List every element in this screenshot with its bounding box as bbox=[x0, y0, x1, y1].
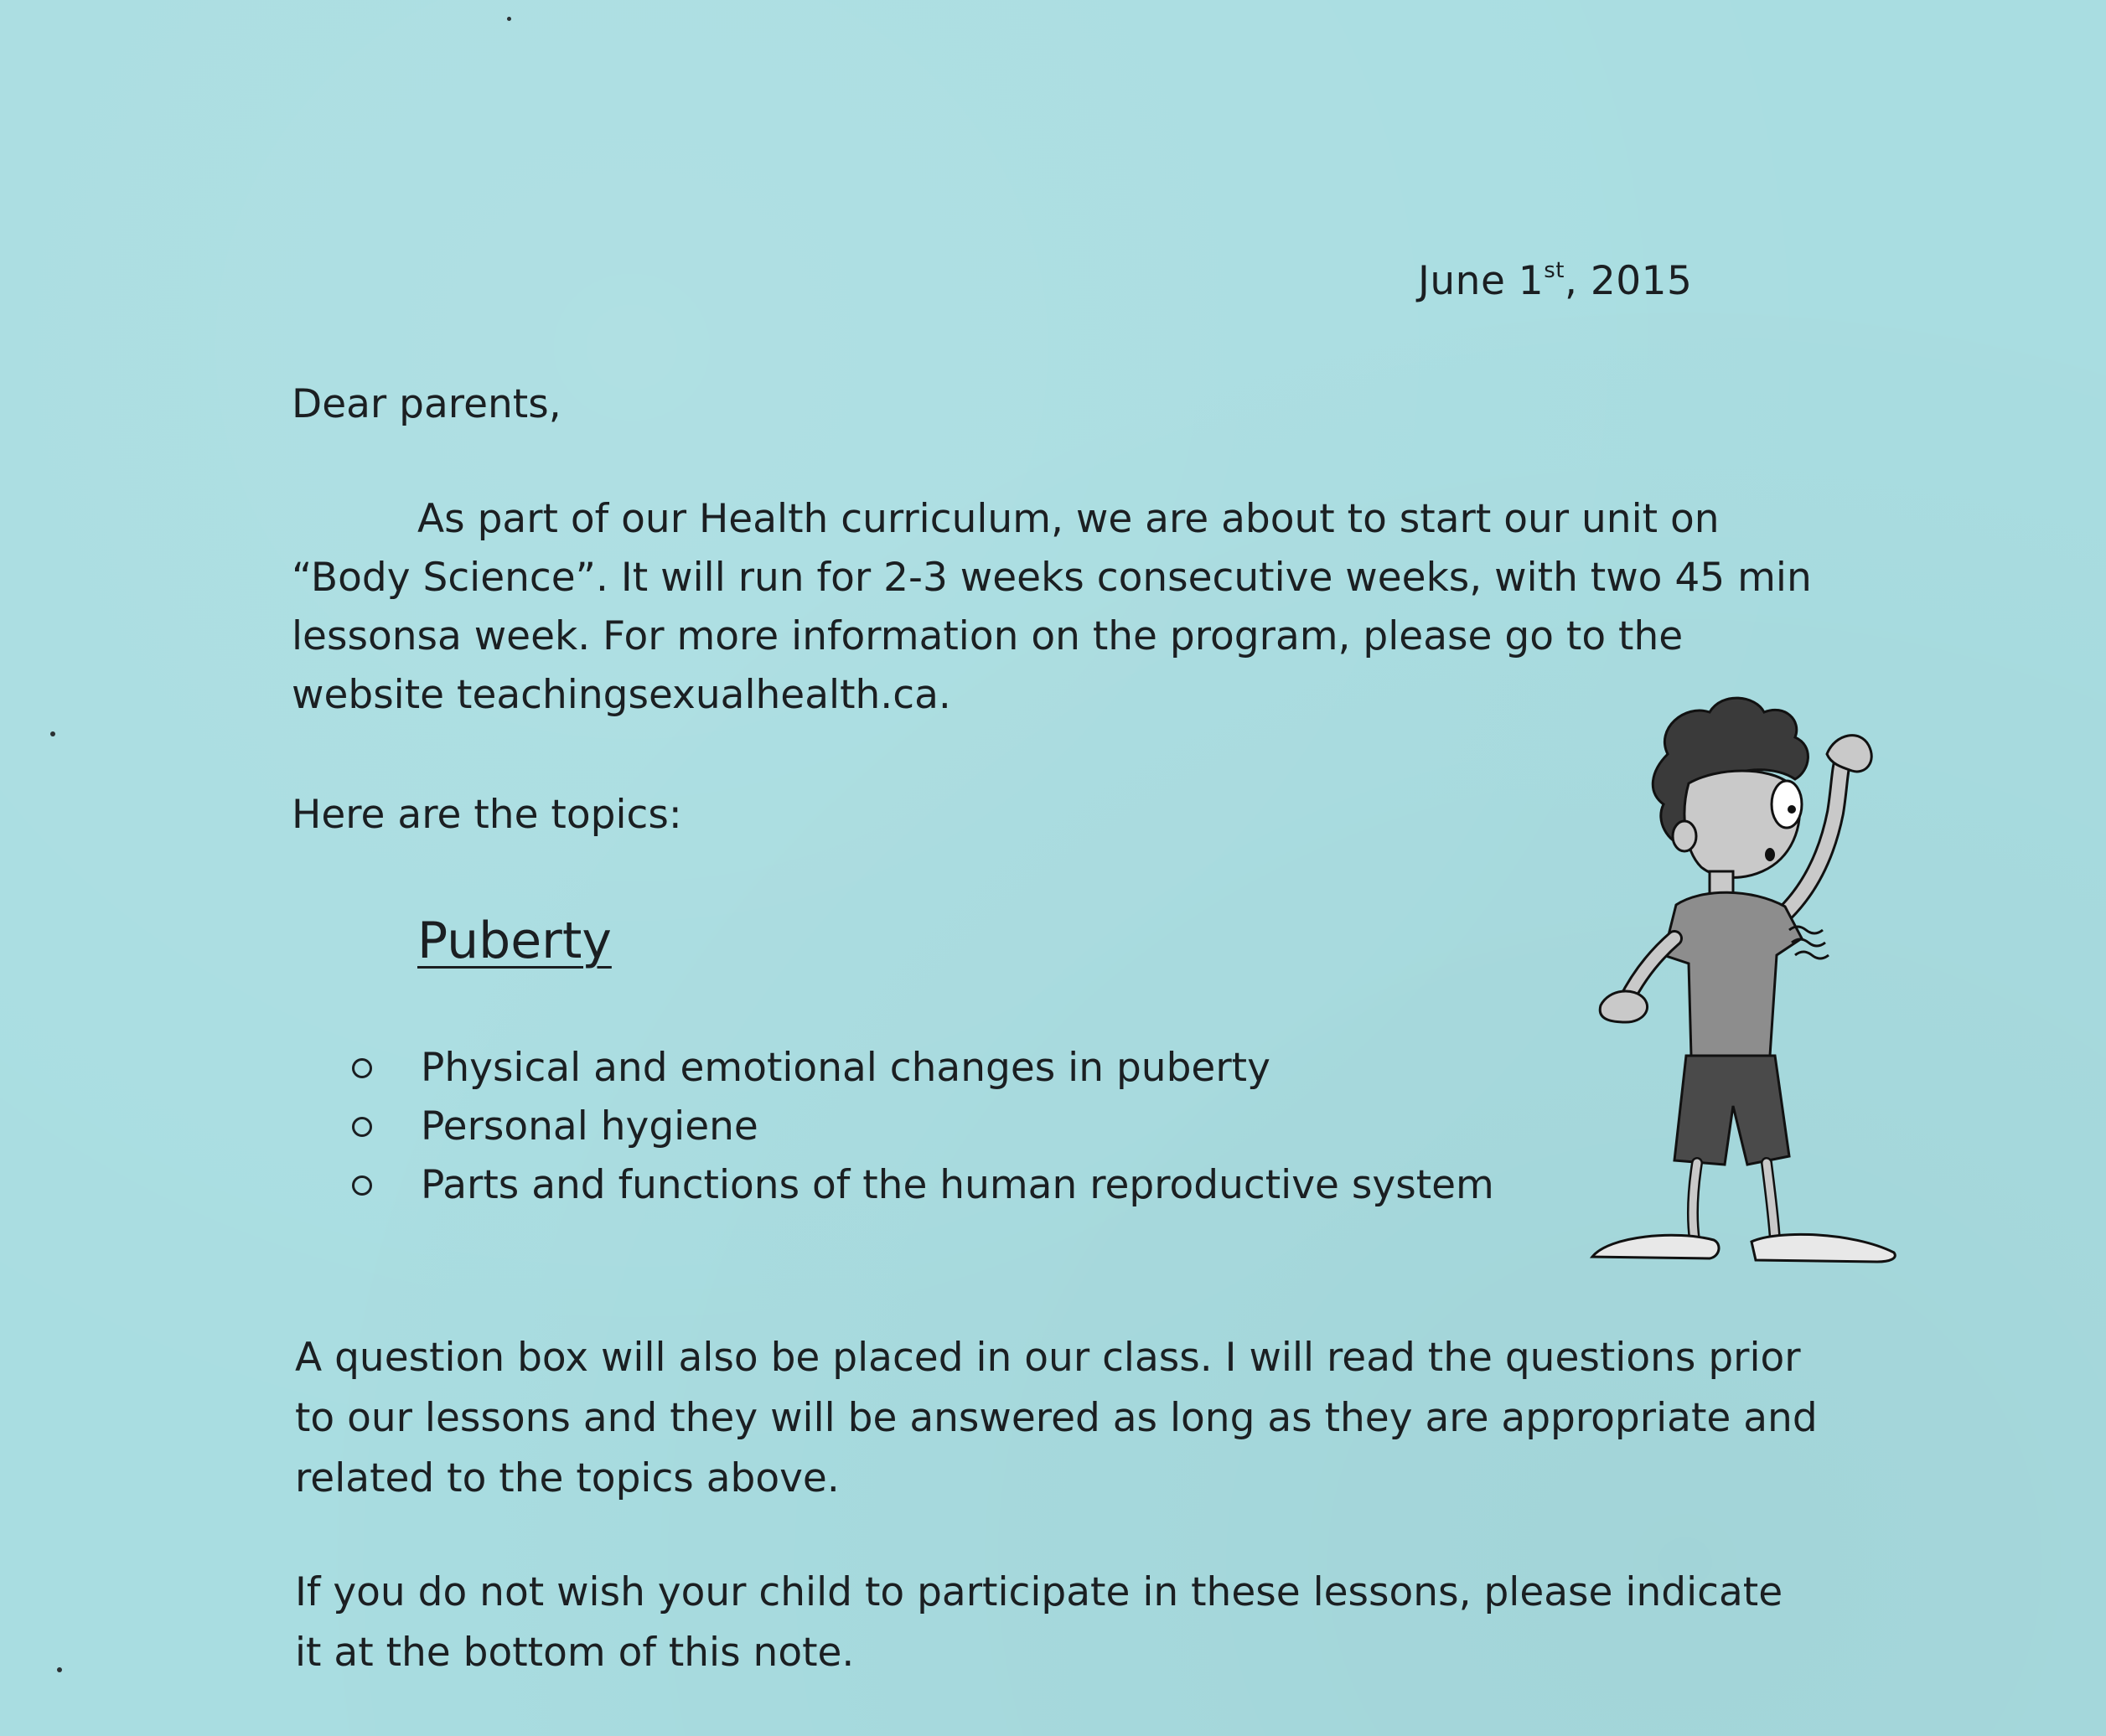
date-ordinal: st bbox=[1544, 258, 1565, 283]
intro-line-1: As part of our Health curriculum, we are about to start our unit on bbox=[417, 496, 1720, 542]
question-line-1: A question box will also be placed in our class. I will read the questions prior bbox=[295, 1335, 1801, 1381]
shorts-icon bbox=[1674, 1056, 1789, 1165]
shirt-icon bbox=[1664, 892, 1802, 1056]
salutation: Dear parents, bbox=[292, 381, 561, 427]
ear-icon bbox=[1673, 821, 1696, 851]
topics-intro: Here are the topics: bbox=[292, 792, 682, 838]
topic-text: Personal hygiene bbox=[421, 1103, 758, 1150]
circle-bullet-icon bbox=[352, 1175, 372, 1196]
letter-date bbox=[1418, 258, 1692, 304]
circle-bullet-icon bbox=[352, 1117, 372, 1137]
eye-icon bbox=[1772, 781, 1802, 828]
opt-out-paragraph bbox=[295, 1563, 1820, 1683]
lowered-hand-icon bbox=[1600, 991, 1647, 1022]
date-day: June 1 bbox=[1418, 258, 1545, 304]
left-shoe-icon bbox=[1592, 1235, 1719, 1258]
paper-speck bbox=[57, 1667, 62, 1672]
topic-item bbox=[352, 1039, 1494, 1098]
topic-text: Parts and functions of the human reproductive system bbox=[421, 1162, 1494, 1208]
topic-item bbox=[352, 1098, 1494, 1156]
topic-text: Physical and emotional changes in puberty bbox=[421, 1045, 1270, 1091]
intro-line-2: “Body Science”. It will run for 2-3 weeks consecutive weeks, with two 45 min bbox=[292, 555, 1812, 601]
mouth-icon bbox=[1765, 848, 1775, 861]
optout-line-2: it at the bottom of this note. bbox=[295, 1630, 855, 1676]
section-title-puberty: Puberty bbox=[417, 912, 612, 970]
paper-speck bbox=[507, 17, 511, 21]
optout-line-1: If you do not wish your child to participate in these lessons, please indicate bbox=[295, 1569, 1783, 1615]
right-shoe-icon bbox=[1752, 1234, 1895, 1262]
date-year: , 2015 bbox=[1564, 258, 1693, 304]
intro-line-4: website teachingsexualhealth.ca. bbox=[292, 672, 951, 718]
intro-line-3: lessonsa week. For more information on the program, please go to the bbox=[292, 613, 1684, 659]
topics-list bbox=[352, 1039, 1494, 1215]
puberty-boy-illustration bbox=[1576, 687, 1927, 1265]
question-box-paragraph bbox=[295, 1328, 1820, 1509]
pupil-icon bbox=[1788, 805, 1796, 814]
topic-item bbox=[352, 1156, 1494, 1215]
circle-bullet-icon bbox=[352, 1058, 372, 1078]
question-line-3: related to the topics above. bbox=[295, 1455, 840, 1501]
question-line-2: to our lessons and they will be answered as long as they are appropriate and bbox=[295, 1395, 1818, 1441]
paper-speck bbox=[50, 731, 55, 736]
